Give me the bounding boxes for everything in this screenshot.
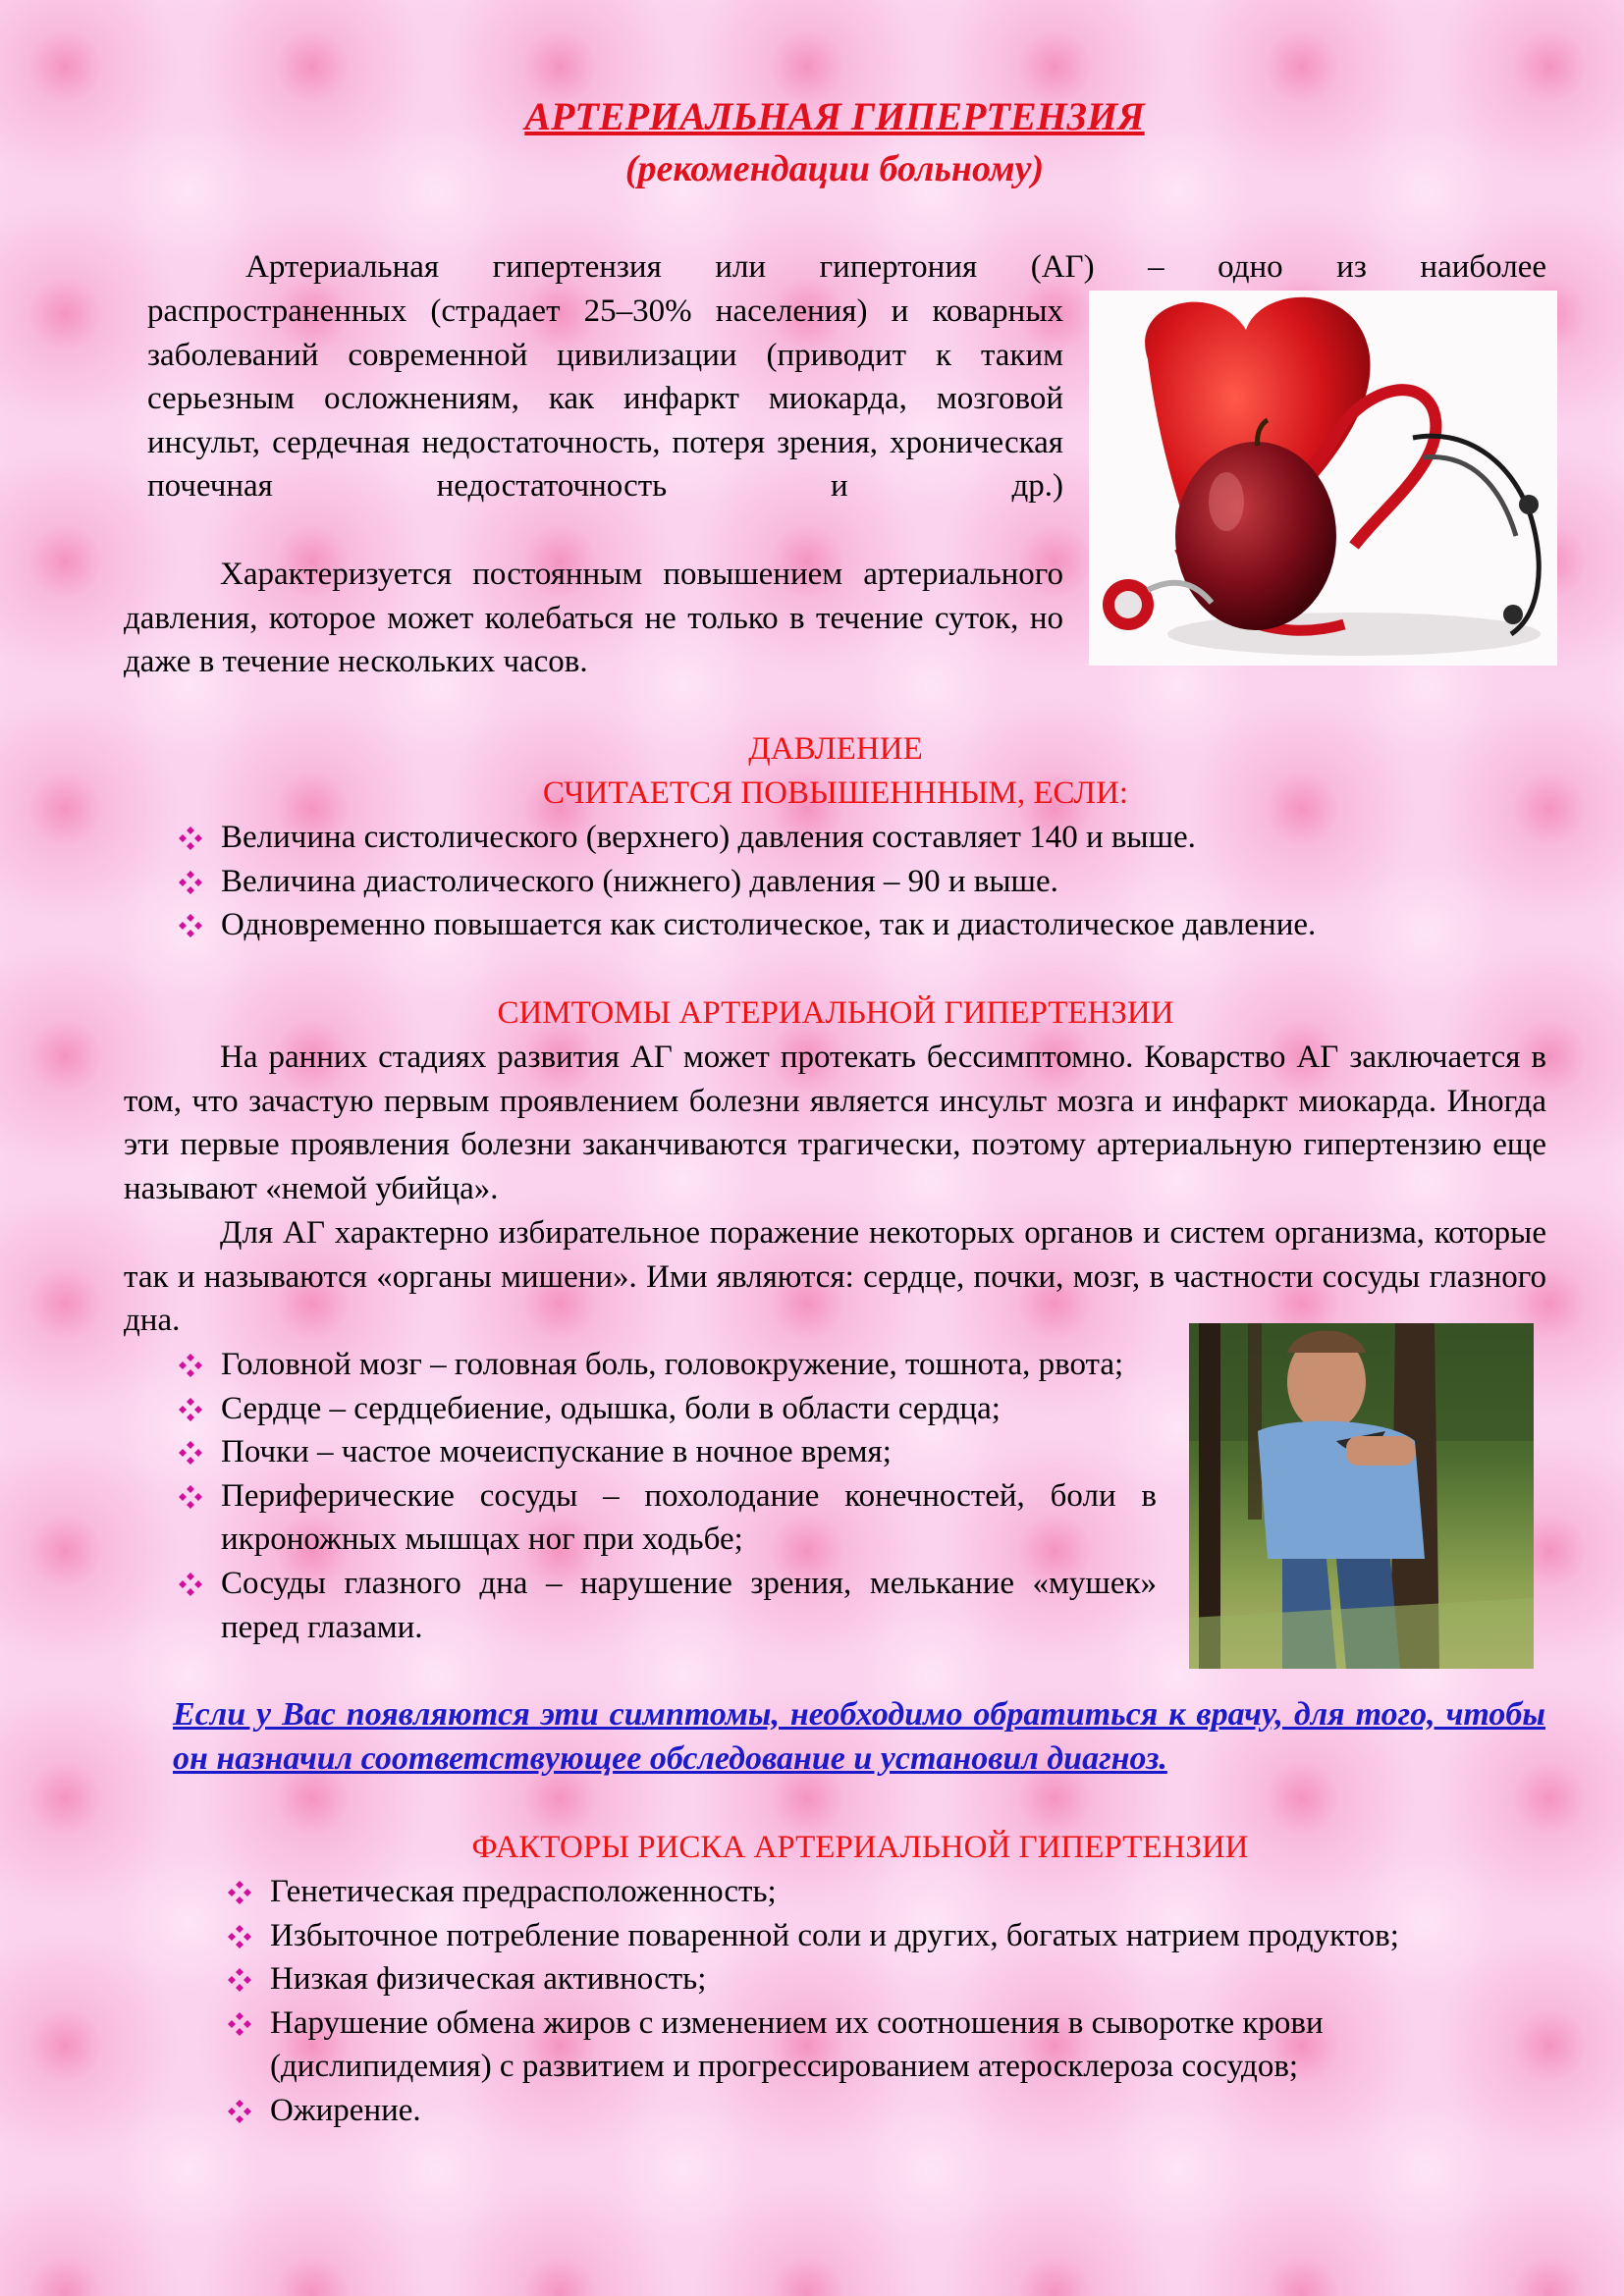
page-subtitle: (рекомендации больному)	[624, 148, 1045, 189]
diamond-bullet-icon	[179, 914, 202, 937]
symptoms-paragraph-1	[124, 1036, 1546, 1210]
list-item-text: Величина диастолического (нижнего) давления – 90 и выше.	[221, 863, 1058, 899]
diamond-bullet-icon	[228, 1925, 251, 1949]
diamond-bullet-icon	[179, 1485, 202, 1509]
diamond-bullet-icon	[179, 1441, 202, 1465]
list-item	[175, 1430, 1157, 1474]
list-item	[224, 2002, 1549, 2089]
intro-paragraph-text: распространенных (страдает 25–30% населения) и коварных заболеваний современной цивилизации (приводит к таким серьезным осложнениям, как инфаркт миокарда, мозговой инсульт, сердечная недостаточность, потеря зрения, хроническая почечная недостаточность и др.)	[147, 294, 1063, 505]
list-item-text: Генетическая предрасположенность;	[270, 1874, 777, 1909]
pressure-heading-line-2: СЧИТАЕТСЯ ПОВЫШЕНННЫМ, ЕСЛИ:	[542, 775, 1129, 811]
list-item-text: Почки – частое мочеиспускание в ночное время;	[221, 1434, 892, 1470]
diamond-bullet-icon	[228, 2012, 251, 2036]
list-item-text: Головной мозг – головная боль, головокружение, тошнота, рвота;	[221, 1347, 1124, 1382]
list-item-text: Одновременно повышается как систолическое, так и диастолическое давление.	[221, 907, 1317, 943]
list-item	[224, 2089, 1549, 2133]
list-item	[175, 816, 1549, 860]
pressure-criteria-list	[175, 816, 1549, 947]
diamond-bullet-icon	[179, 871, 202, 894]
list-item	[224, 1914, 1549, 1958]
diamond-bullet-icon	[179, 1354, 202, 1377]
symptoms-list	[175, 1343, 1157, 1649]
list-item-text: Нарушение обмена жиров с изменением их соотношения в сыворотке крови (дислипидемия) с развитием и прогрессированием атеросклероза сосудов;	[270, 2004, 1324, 2085]
symptoms-paragraph-2-text: Для АГ характерно избирательное поражение некоторых органов и систем организма, которые так и называются «органы мишени». Ими являются: сердце, почки, мозг, в частности сосуды глазного дна.	[124, 1215, 1546, 1339]
intro-paragraph-2-text: Характеризуется постоянным повышением артериального давления, которое может колебаться не только в течение суток, но даже в течение нескольких часов.	[124, 557, 1063, 680]
list-item	[175, 1387, 1157, 1431]
list-item-text: Величина систолического (верхнего) давления составляет 140 и выше.	[221, 820, 1196, 855]
symptoms-heading: СИМТОМЫ АРТЕРИАЛЬНОЙ ГИПЕРТЕНЗИИ	[497, 995, 1174, 1031]
list-item-text: Сосуды глазного дна – нарушение зрения, мелькание «мушек» перед глазами.	[221, 1565, 1157, 1645]
diamond-bullet-icon	[228, 1968, 251, 1992]
risk-heading: ФАКТОРЫ РИСКА АРТЕРИАЛЬНОЙ ГИПЕРТЕНЗИИ	[471, 1830, 1249, 1865]
heart-apple-stethoscope-image	[1089, 291, 1557, 666]
intro-first-line: Артериальная гипертензия или гипертония (АГ) – одно из наиболее	[245, 249, 1546, 285]
list-item	[224, 1957, 1549, 2002]
intro-paragraph	[147, 290, 1063, 508]
list-item-text: Периферические сосуды – похолодание конечностей, боли в икроножных мышцах ног при ходьбе;	[221, 1477, 1157, 1558]
risk-factors-list	[224, 1870, 1549, 2133]
list-item-text: Избыточное потребление поваренной соли и других, богатых натрием продуктов;	[270, 1917, 1399, 1953]
diamond-bullet-icon	[179, 1573, 202, 1596]
intro-paragraph-2	[124, 553, 1063, 684]
list-item-text: Ожирение.	[270, 2092, 421, 2128]
list-item-text: Низкая физическая активность;	[270, 1961, 707, 1998]
list-item	[175, 1343, 1157, 1387]
page-title: АРТЕРИАЛЬНАЯ ГИПЕРТЕНЗИЯ	[524, 94, 1145, 138]
diamond-bullet-icon	[228, 1881, 251, 1904]
diamond-bullet-icon	[179, 827, 202, 850]
diamond-bullet-icon	[228, 2100, 251, 2123]
list-item	[175, 1562, 1157, 1649]
man-with-chest-pain-image	[1189, 1323, 1534, 1669]
pressure-heading-line-1: ДАВЛЕНИЕ	[748, 731, 923, 767]
list-item	[224, 1870, 1549, 1914]
list-item	[175, 860, 1549, 904]
doctor-warning: Если у Вас появляются эти симптомы, необходимо обратиться к врачу, для того, чтобы он назначил соответствующее обследование и установил диагноз.	[173, 1696, 1545, 1777]
symptoms-paragraph-1-text: На ранних стадиях развития АГ может протекать бессимптомно. Коварство АГ заключается в том, что зачастую первым проявлением болезни является инсульт мозга и инфаркт миокарда. Иногда эти первые проявления болезни заканчиваются трагически, поэтому артериальную гипертензию еще называют «немой убийца».	[124, 1040, 1546, 1206]
diamond-bullet-icon	[179, 1398, 202, 1421]
list-item	[175, 1474, 1157, 1562]
list-item-text: Сердце – сердцебиение, одышка, боли в области сердца;	[221, 1390, 1001, 1426]
list-item	[175, 903, 1549, 947]
